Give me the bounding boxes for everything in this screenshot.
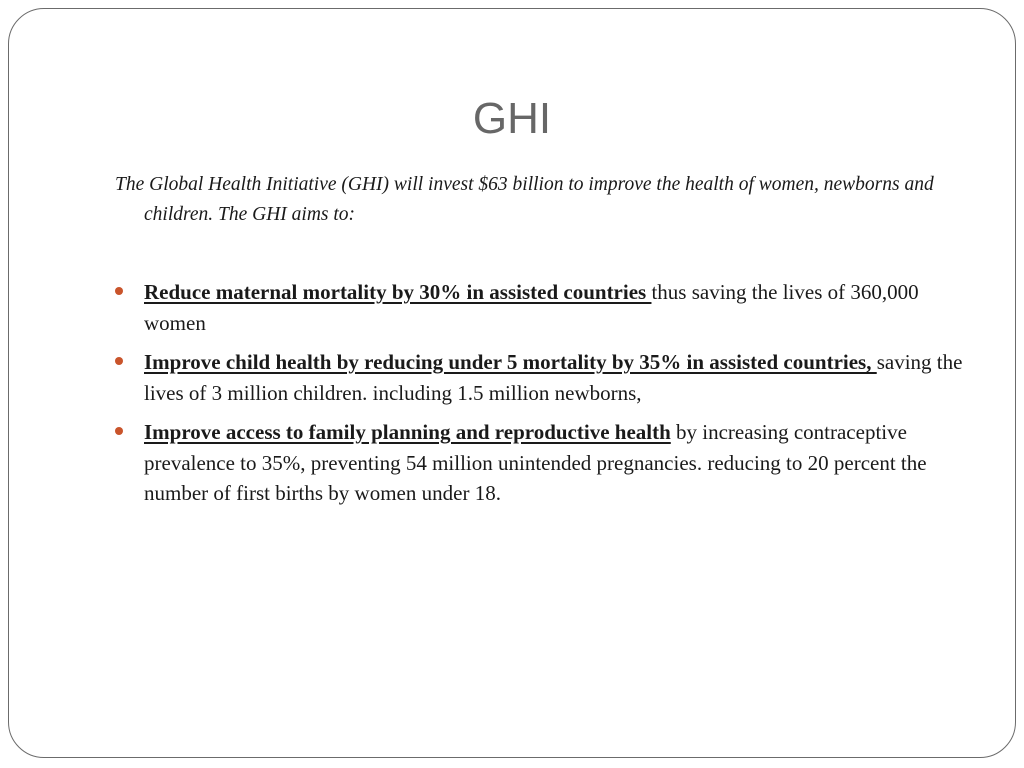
bullet-icon xyxy=(115,427,123,435)
bullet-item-child-health xyxy=(113,347,963,408)
intro-paragraph: The Global Health Initiative (GHI) will invest $63 billion to improve the health of women, newborns and children. The GHI aims to: xyxy=(115,174,934,225)
bullet-lead-text: Improve child health by reducing under 5 mortality by 35% in assisted countries, xyxy=(144,350,877,374)
bullet-lead-text: Reduce maternal mortality by 30% in assisted countries xyxy=(144,280,652,304)
bullet-list xyxy=(113,277,963,518)
bullet-icon xyxy=(115,357,123,365)
slide-title: GHI xyxy=(472,94,552,143)
bullet-body-text: saving the lives of 3 million children. including 1.5 million newborns, xyxy=(144,350,963,405)
bullet-item-maternal-mortality xyxy=(113,277,963,338)
bullet-item-family-planning xyxy=(113,417,963,509)
bullet-icon xyxy=(115,287,123,295)
bullet-body-text: thus saving the lives of 360,000 women xyxy=(144,280,919,335)
bullet-body-text: by increasing contraceptive prevalence to 35%, preventing 54 million unintended pregnancies. reducing to 20 percent the number of first births by women under 18. xyxy=(144,420,927,505)
bullet-lead-text: Improve access to family planning and reproductive health xyxy=(144,420,671,444)
